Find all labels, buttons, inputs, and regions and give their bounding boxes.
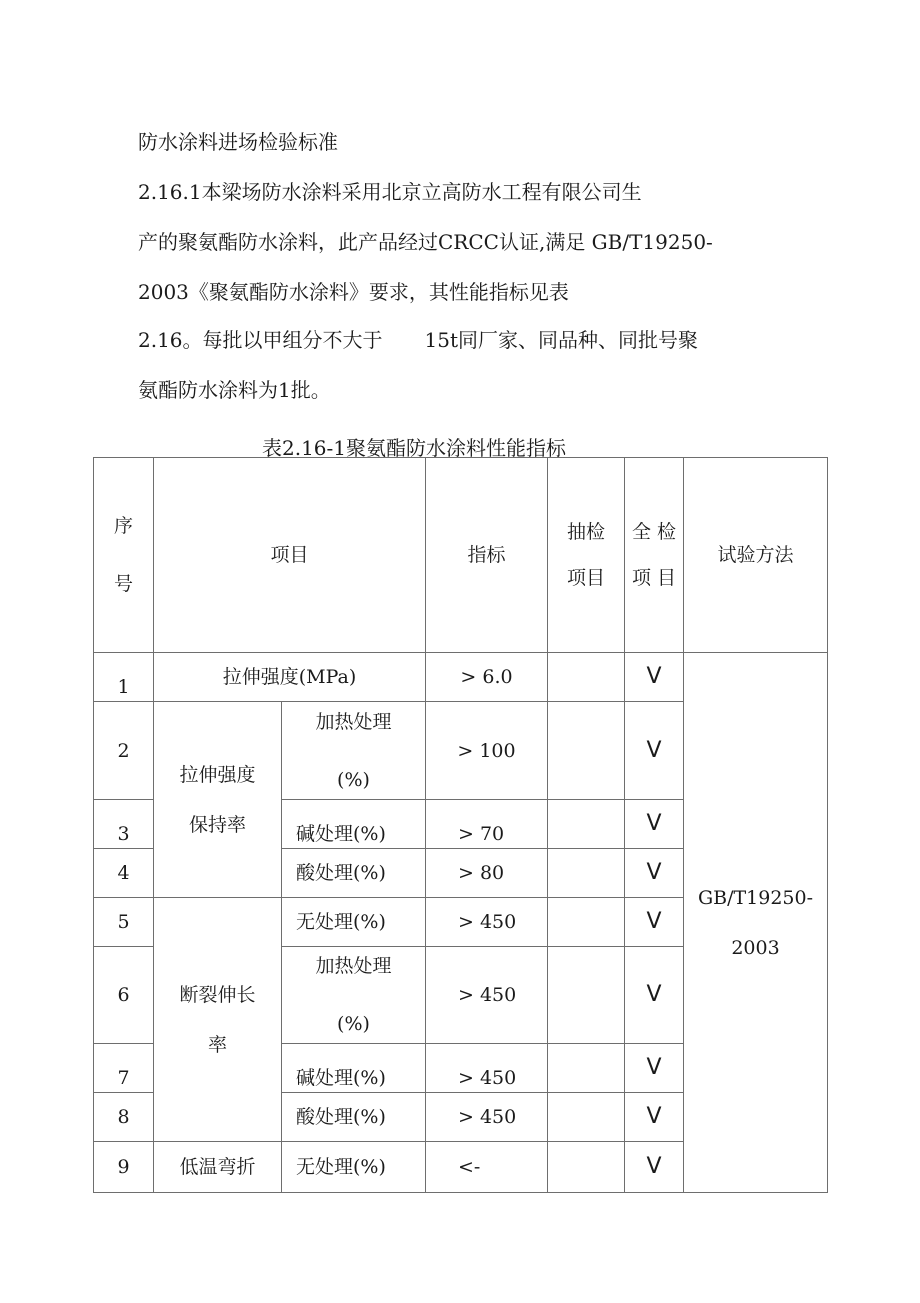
row-number: 5 <box>94 898 154 947</box>
row-index: > 70 <box>426 800 548 849</box>
row-sub-item: 酸处理(%) <box>282 849 426 898</box>
group-elongation: 断裂伸长 率 <box>154 898 282 1142</box>
row-sub-item: 碱处理(%) <box>282 1044 426 1093</box>
row-index: > 80 <box>426 849 548 898</box>
row-number: 6 <box>94 947 154 1044</box>
header-sampling: 抽检 项目 <box>548 458 625 653</box>
row-number: 7 <box>94 1044 154 1093</box>
group-retention: 拉伸强度 保持率 <box>154 702 282 898</box>
row-sub-item: 加热处理 (%) <box>282 702 426 800</box>
row-full-check: V <box>625 898 684 947</box>
row-full-check: V <box>625 1044 684 1093</box>
row-full-check: V <box>625 1093 684 1142</box>
row-sub-item: 无处理(%) <box>282 1142 426 1193</box>
performance-table <box>93 457 828 1193</box>
paragraph-part: 2.16。每批以甲组分不大于 <box>138 328 383 352</box>
row-number: 2 <box>94 702 154 800</box>
row-sampling <box>548 849 625 898</box>
row-index: > 450 <box>426 898 548 947</box>
header-method: 试验方法 <box>684 458 828 653</box>
table-row <box>94 653 828 702</box>
row-sampling <box>548 898 625 947</box>
paragraph-line: 2003《聚氨酯防水涂料》要求，其性能指标见表 <box>138 280 569 304</box>
row-full-check: V <box>625 800 684 849</box>
row-index: > 450 <box>426 1044 548 1093</box>
row-index: > 450 <box>426 1093 548 1142</box>
row-number: 8 <box>94 1093 154 1142</box>
row-full-check: V <box>625 849 684 898</box>
paragraph-line <box>138 328 698 352</box>
paragraph-line: 产的聚氨酯防水涂料，此产品经过CRCC认证,满足 GB/T19250- <box>138 230 713 254</box>
row-index: > 450 <box>426 947 548 1044</box>
header-index: 指标 <box>426 458 548 653</box>
row-sampling <box>548 800 625 849</box>
section-title: 防水涂料进场检验标准 <box>138 130 338 154</box>
header-item: 项目 <box>154 458 426 653</box>
group-low-temp: 低温弯折 <box>154 1142 282 1193</box>
paragraph-part: 15t同厂家、同品种、同批号聚 <box>424 328 699 352</box>
row-index: > 100 <box>426 702 548 800</box>
row-sampling <box>548 1142 625 1193</box>
row-sampling <box>548 1044 625 1093</box>
row-sub-item: 加热处理 (%) <box>282 947 426 1044</box>
paragraph-line: 2.16.1本梁场防水涂料采用北京立高防水工程有限公司生 <box>138 180 642 204</box>
paragraph-line: 氨酯防水涂料为1批。 <box>138 378 331 402</box>
row-number: 4 <box>94 849 154 898</box>
row-number: 1 <box>94 653 154 702</box>
row-full-check: V <box>625 1142 684 1193</box>
header-row <box>94 458 828 653</box>
row-sub-item: 无处理(%) <box>282 898 426 947</box>
row-item: 拉伸强度(MPa) <box>154 653 426 702</box>
test-method-cell: GB/T19250- 2003 <box>684 653 828 1193</box>
row-number: 3 <box>94 800 154 849</box>
row-index: <- <box>426 1142 548 1193</box>
header-full-check: 全 检 项 目 <box>625 458 684 653</box>
row-full-check: V <box>625 702 684 800</box>
row-sampling <box>548 702 625 800</box>
header-seq: 序 号 <box>94 458 154 653</box>
row-full-check: V <box>625 947 684 1044</box>
row-sampling <box>548 947 625 1044</box>
row-sampling <box>548 1093 625 1142</box>
row-index: > 6.0 <box>426 653 548 702</box>
row-full-check: V <box>625 653 684 702</box>
row-sub-item: 碱处理(%) <box>282 800 426 849</box>
row-number: 9 <box>94 1142 154 1193</box>
row-sampling <box>548 653 625 702</box>
row-sub-item: 酸处理(%) <box>282 1093 426 1142</box>
table-caption: 表2.16-1聚氨酯防水涂料性能指标 <box>262 436 567 460</box>
